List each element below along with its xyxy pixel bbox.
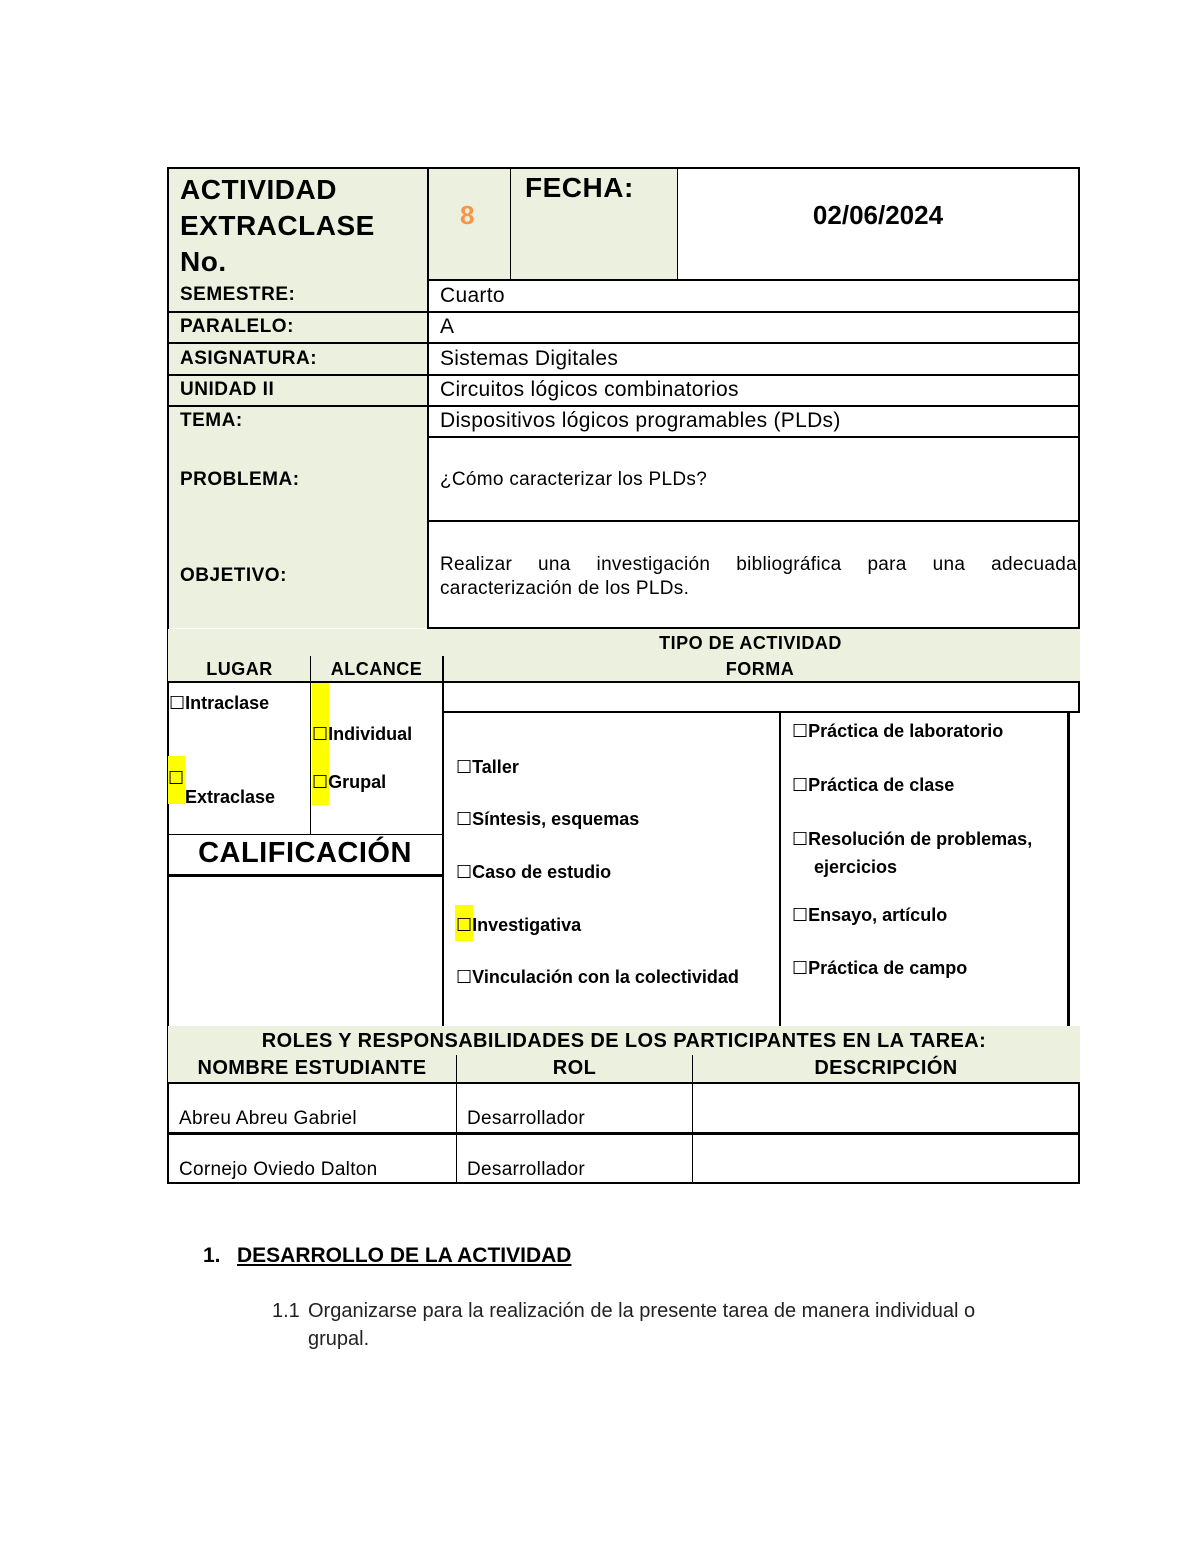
roles-title: ROLES Y RESPONSABILIDADES DE LOS PARTICIPANTES EN LA TAREA: [261, 1030, 987, 1052]
forma-sintesis-label: Síntesis, esquemas [472, 809, 640, 829]
field-value-problema: ¿Cómo caracterizar los PLDs? [440, 469, 708, 490]
top-border [167, 167, 1080, 169]
student-role: Desarrollador [467, 1108, 585, 1129]
activity-header-bottom [168, 681, 1080, 683]
roles-header-descripcion: DESCRIPCIÓN [814, 1057, 958, 1079]
row-line-4 [168, 374, 1080, 376]
student-name: Cornejo Oviedo Dalton [179, 1159, 378, 1180]
checkbox-icon: ☐ [792, 829, 809, 849]
forma-col-divider [779, 712, 781, 1026]
grade-label: CALIFICACIÓN [198, 837, 412, 869]
forma-sintesis[interactable] [456, 809, 639, 830]
activity-number: 8 [460, 200, 475, 230]
alcance-grupal[interactable] [312, 772, 386, 793]
field-label-tema: TEMA: [180, 410, 243, 431]
forma-resolucion[interactable] [792, 829, 1032, 850]
checkbox-icon: ☐ [168, 768, 185, 788]
forma-top-row-line [443, 711, 1080, 713]
forma-taller-label: Taller [472, 757, 519, 777]
roles-header-name: NOMBRE ESTUDIANTE [197, 1057, 427, 1079]
col-alcance: ALCANCE [330, 659, 423, 679]
row-line-2 [168, 311, 1080, 313]
checkbox-icon: ☐ [792, 958, 809, 978]
col-lugar: LUGAR [206, 659, 273, 679]
lugar-divider [310, 656, 311, 834]
field-label-problema: PROBLEMA: [180, 469, 300, 490]
forma-ensayo[interactable] [792, 905, 947, 926]
alcance-individual[interactable] [312, 724, 412, 745]
item-number: 1.1 [272, 1300, 300, 1322]
forma-resolucion-label: Resolución de problemas, [808, 829, 1033, 849]
forma-vinculacion-label: Vinculación con la colectividad [472, 967, 739, 987]
checkbox-icon: ☐ [169, 693, 186, 713]
activity-type-title: TIPO DE ACTIVIDAD [659, 633, 842, 653]
row-line-3 [168, 342, 1080, 344]
item-text-line-1: Organizarse para la realización de la presente tarea de manera individual o [308, 1300, 976, 1322]
forma-practica-laboratorio-label: Práctica de laboratorio [808, 721, 1004, 741]
field-label-paralelo: PARALELO: [180, 316, 294, 337]
forma-practica-campo[interactable] [792, 958, 967, 979]
date-label: FECHA: [525, 172, 634, 203]
field-label-semestre: SEMESTRE: [180, 284, 296, 305]
checkbox-icon: ☐ [456, 809, 473, 829]
field-value-semestre: Cuarto [440, 284, 505, 307]
table-row [168, 1135, 1078, 1182]
row-line-6 [428, 436, 1080, 438]
forma-ensayo-label: Ensayo, artículo [808, 905, 948, 925]
forma-practica-clase[interactable] [792, 775, 954, 796]
field-label-asignatura: ASIGNATURA: [180, 348, 318, 369]
checkbox-icon: ☐ [456, 967, 473, 987]
table-row [168, 1084, 1078, 1132]
right-border-top [1078, 167, 1080, 629]
checkbox-icon: ☐ [456, 757, 473, 777]
activity-title: ACTIVIDAD EXTRACLASE No. [180, 174, 375, 277]
row-line-5 [168, 405, 1080, 407]
checkbox-icon: ☐ [312, 772, 329, 792]
checkbox-icon: ☐ [792, 721, 809, 741]
forma-practica-laboratorio[interactable] [792, 721, 1003, 742]
forma-right-border [1067, 712, 1070, 1026]
item-text-line-2: grupal. [308, 1328, 370, 1350]
forma-taller[interactable] [456, 757, 519, 778]
alcance-grupal-label: Grupal [328, 772, 387, 792]
field-value-paralelo: A [440, 315, 455, 338]
divider-num [510, 167, 511, 280]
checkbox-icon: ☐ [792, 905, 809, 925]
field-value-tema: Dispositivos lógicos programables (PLDs) [440, 409, 841, 432]
divider-date [677, 167, 678, 280]
student-name: Abreu Abreu Gabriel [179, 1108, 357, 1129]
field-value-asignatura: Sistemas Digitales [440, 347, 619, 370]
checkbox-icon: ☐ [312, 724, 329, 744]
lugar-intraclase[interactable] [169, 693, 269, 714]
forma-resolucion-cont: ejercicios [814, 857, 898, 877]
field-label-objetivo: OBJETIVO: [180, 565, 287, 586]
row-line-7 [428, 520, 1080, 522]
forma-caso[interactable] [456, 862, 611, 883]
forma-caso-label: Caso de estudio [472, 862, 612, 882]
checkbox-icon: ☐ [456, 862, 473, 882]
forma-practica-clase-label: Práctica de clase [808, 775, 955, 795]
field-label-unidad: UNIDAD II [180, 379, 275, 400]
section-number: 1. [203, 1244, 221, 1267]
checkbox-icon: ☐ [792, 775, 809, 795]
field-value-objetivo: Realizar una investigación bibliográfica para una adecuada caracterización de los PLDs. [440, 554, 1077, 599]
field-value-unidad: Circuitos lógicos combinatorios [440, 378, 739, 401]
forma-investigativa[interactable] [456, 915, 581, 936]
alcance-individual-label: Individual [328, 724, 413, 744]
right-border-forma-top [1078, 682, 1080, 712]
lugar-extraclase-label: Extraclase [185, 787, 276, 807]
forma-vinculacion[interactable] [456, 967, 739, 988]
row-line-1 [428, 279, 1080, 281]
roles-bottom [168, 1182, 1080, 1184]
lugar-intraclase-label: Intraclase [185, 693, 270, 713]
col-forma: FORMA [725, 659, 795, 679]
student-role: Desarrollador [467, 1159, 585, 1180]
grade-bottom-line [168, 874, 443, 877]
roles-header-rol: ROL [552, 1057, 597, 1079]
forma-practica-campo-label: Práctica de campo [808, 958, 968, 978]
checkbox-icon: ☐ [456, 915, 473, 935]
forma-investigativa-label: Investigativa [472, 915, 582, 935]
grade-top-line [168, 834, 443, 835]
date-value: 02/06/2024 [812, 200, 944, 230]
label-divider [427, 167, 429, 629]
section-title: DESARROLLO DE LA ACTIVIDAD [237, 1244, 572, 1267]
lugar-extraclase-check[interactable] [168, 768, 184, 789]
